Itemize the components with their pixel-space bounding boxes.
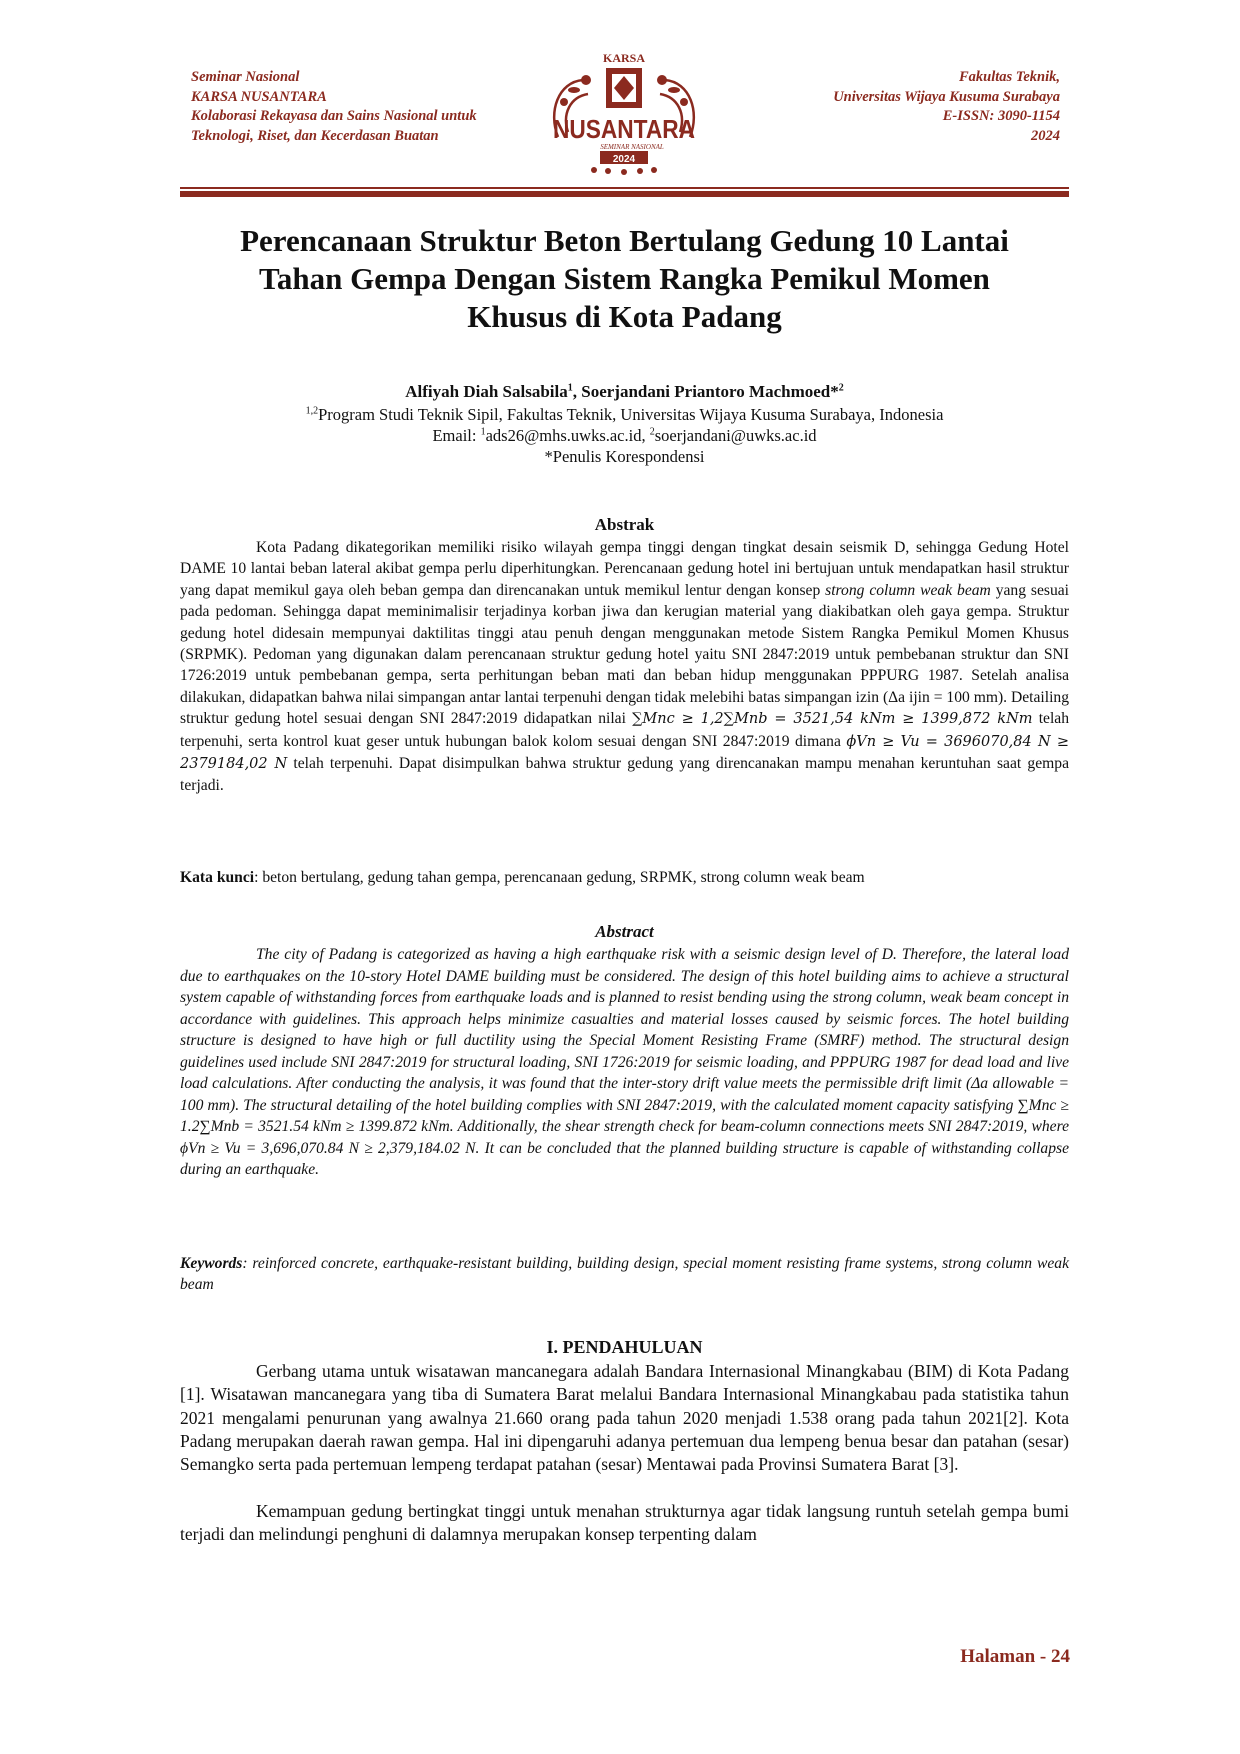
header-publisher-info bbox=[833, 68, 1060, 146]
affiliation-line bbox=[180, 404, 1069, 425]
paper-title bbox=[180, 222, 1069, 336]
author-name: Alfiyah Diah Salsabila bbox=[405, 382, 568, 401]
abstrak-text: telah terpenuhi. Dapat disimpulkan bahwa struktur gedung yang direncanakan mampu menahan keruntuhan saat gempa terjadi. bbox=[180, 755, 1069, 795]
header-left-line: Seminar Nasional bbox=[191, 69, 300, 85]
affiliation-block bbox=[180, 404, 1069, 467]
header-divider-thick bbox=[180, 191, 1069, 197]
affiliation-text: Program Studi Teknik Sipil, Fakultas Teknik, Universitas Wijaya Kusuma Surabaya, Indonesia bbox=[318, 405, 944, 424]
page-number: Halaman - 24 bbox=[960, 1646, 1070, 1667]
karsa-nusantara-logo bbox=[548, 42, 700, 178]
abstrak-equation: ∑Mnc ≥ 1,2∑Mnb = 3521,54 kNm ≥ 1399,872 kNm bbox=[632, 711, 1033, 728]
header-left-line: Teknologi, Riset, dan Kecerdasan Buatan bbox=[191, 127, 439, 144]
author-superscript: 1 bbox=[567, 382, 573, 394]
header-right-line: Fakultas Teknik, bbox=[959, 69, 1060, 85]
logo-main-text: NUSANTARA bbox=[553, 114, 696, 144]
kata-kunci-text: : beton bertulang, gedung tahan gempa, perencanaan gedung, SRPMK, strong column weak beam bbox=[254, 869, 865, 886]
abstrak-italic-term: strong column weak beam bbox=[825, 581, 991, 599]
keywords-en-text: : reinforced concrete, earthquake-resistant building, building design, special moment resisting frame systems, strong column weak beam bbox=[180, 1255, 1069, 1294]
header-left-line: KARSA NUSANTARA bbox=[191, 88, 327, 105]
logo-top-text: KARSA bbox=[602, 51, 646, 65]
keywords-en-wrap bbox=[180, 1255, 1069, 1293]
logo-year: 2024 bbox=[612, 154, 636, 165]
email-label: Email: bbox=[432, 426, 481, 445]
intro-text: Kemampuan gedung bertingkat tinggi untuk menahan strukturnya agar tidak langsung runtuh setelah gempa bumi terjadi dan melindungi penghuni di dalamnya merupakan konsep terpenting dalam bbox=[180, 1501, 1069, 1545]
corresponding-note: *Penulis Korespondensi bbox=[544, 447, 705, 466]
intro-text: Gerbang utama untuk wisatawan mancanegara adalah Bandara Internasional Minangkabau (BIM) di Kota Padang [1]. Wisatawan mancanegara yang tiba di Sumatera Barat melalui Bandara Internasional Minangkabau pada statistika tahun 2021 mengalami penurunan yang awalnya 21.660 orang pada tahun 2020 menjadi 1.538 orang pada tahun 2021[2]. Kota Padang merupakan daerah rawan gempa. Hal ini dipengaruhi adanya pertemuan dua lempeng benua besar dan patahan (sesar) Semangko serta pada pertemuan lempeng terdapat patahan (sesar) Mentawai pada Provinsi Sumatera Barat [3]. bbox=[180, 1361, 1069, 1475]
header-right-line: Universitas Wijaya Kusuma Surabaya bbox=[833, 88, 1060, 105]
intro-paragraph-1 bbox=[180, 1360, 1069, 1476]
email-line bbox=[180, 425, 1069, 446]
header-conference-info bbox=[191, 68, 477, 146]
author-superscript: 2 bbox=[838, 382, 844, 394]
header-divider-thin bbox=[180, 187, 1069, 189]
abstrak-equation: ϕVn ≥ Vu = 3696070,84 N ≥ 2379184,02 N bbox=[180, 733, 1069, 773]
abstrak-paragraph bbox=[180, 537, 1069, 797]
abstract-en-heading: Abstract bbox=[595, 922, 654, 941]
title-line: Perencanaan Struktur Beton Bertulang Gedung 10 Lantai bbox=[240, 223, 1009, 258]
header-left-line: Kolaborasi Rekayasa dan Sains Nasional untuk bbox=[191, 108, 477, 124]
intro-paragraph-2 bbox=[180, 1500, 1069, 1547]
email-superscript: 2 bbox=[649, 426, 655, 438]
author-name: Soerjandani Priantoro Machmoed* bbox=[581, 382, 839, 401]
title-line: Khusus di Kota Padang bbox=[467, 299, 782, 334]
keywords-en bbox=[180, 1253, 1069, 1296]
abstrak-text: Kota Padang dikategorikan memiliki risiko wilayah gempa tinggi dengan tingkat desain seismik D, sehingga Gedung Hotel DAME 10 lantai beban lateral akibat gempa perlu diperhitungkan. Perencanaan gedung hotel ini bertujuan untuk mendapatkan hasil struktur yang dapat memikul gaya oleh beban gempa dan direncanakan untuk memikul lentur dengan konsep bbox=[180, 539, 1069, 599]
email-superscript: 1 bbox=[480, 426, 486, 438]
email-address: ads26@mhs.uwks.ac.id, bbox=[485, 426, 650, 445]
email-address: soerjandani@uwks.ac.id bbox=[654, 426, 817, 445]
keywords-en-label: Keywords bbox=[180, 1255, 243, 1272]
header-right-line: E-ISSN: 3090-1154 bbox=[942, 108, 1060, 124]
header-right-line: 2024 bbox=[1031, 127, 1060, 144]
kata-kunci bbox=[180, 867, 1069, 888]
abstrak-text: yang sesuai pada pedoman. Sehingga dapat meminimalisir terjadinya korban jiwa dan kerugian material yang diakibatkan oleh gaya gempa. Struktur gedung hotel didesain mempunyai daktilitas tinggi atau penuh dengan menggunakan metode Sistem Rangka Pemikul Momen Khusus (SRPMK). Pedoman yang digunakan dalam perencanaan struktur gedung hotel yaitu SNI 2847:2019 untuk pembebanan struktur dan SNI 1726:2019 untuk pembebanan gempa, serta perhitungan beban mati dan beban hidup menggunakan PPPURG 1987. Setelah analisa dilakukan, didapatkan bahwa nilai simpangan antar lantai terpenuhi dengan tidak melebihi batas simpangan izin (Δa ijin = 100 mm). Detailing struktur gedung hotel sesuai dengan SNI 2847:2019 didapatkan nilai bbox=[180, 581, 1070, 728]
author-separator: , bbox=[572, 382, 582, 401]
abstrak-text: telah terpenuhi, serta kontrol kuat geser untuk hubungan balok kolom sesuai dengan SNI 2847:2019 dimana bbox=[180, 710, 1070, 750]
logo-sub-text: SEMINAR NASIONAL bbox=[600, 143, 664, 151]
kata-kunci-label: Kata kunci bbox=[180, 869, 255, 886]
affiliation-superscript: 1,2 bbox=[305, 405, 319, 417]
abstract-en-text: The city of Padang is categorized as having a high earthquake risk with a seismic design level of D. Therefore, the lateral load due to earthquakes on the 10-story Hotel DAME building must be considered. The design of this hotel building aims to achieve a structural system capable of withstanding forces from earthquake loads and is planned to resist bending using the strong column, weak beam concept in accordance with guidelines. This approach helps minimize casualties and material losses caused by seismic forces. The hotel building structure is designed to have high or full ductility using the Special Moment Resisting Frame (SMRF) method. The structural design guidelines used include SNI 2847:2019 for structural loading, SNI 1726:2019 for seismic loading, and PPPURG 1987 for dead load and live load calculations. After conducting the analysis, it was found that the inter-story drift value meets the permissible drift limit (Δa allowable = 100 mm). The structural detailing of the hotel building complies with SNI 2847:2019, with the calculated moment capacity satisfying ∑Mnc ≥ 1.2∑Mnb = 3521.54 kNm ≥ 1399.872 kNm. Additionally, the shear strength check for beam-column connections meets SNI 2847:2019, where ϕVn ≥ Vu = 3,696,070.84 N ≥ 2,379,184.02 N. It can be concluded that the planned building structure is capable of withstanding collapse during an earthquake. bbox=[180, 946, 1069, 1178]
abstract-en-paragraph bbox=[180, 944, 1069, 1181]
author-list bbox=[180, 381, 1069, 403]
section-heading-pendahuluan: I. PENDAHULUAN bbox=[546, 1337, 703, 1357]
abstrak-heading: Abstrak bbox=[594, 515, 655, 534]
title-line: Tahan Gempa Dengan Sistem Rangka Pemikul Momen bbox=[259, 261, 990, 296]
